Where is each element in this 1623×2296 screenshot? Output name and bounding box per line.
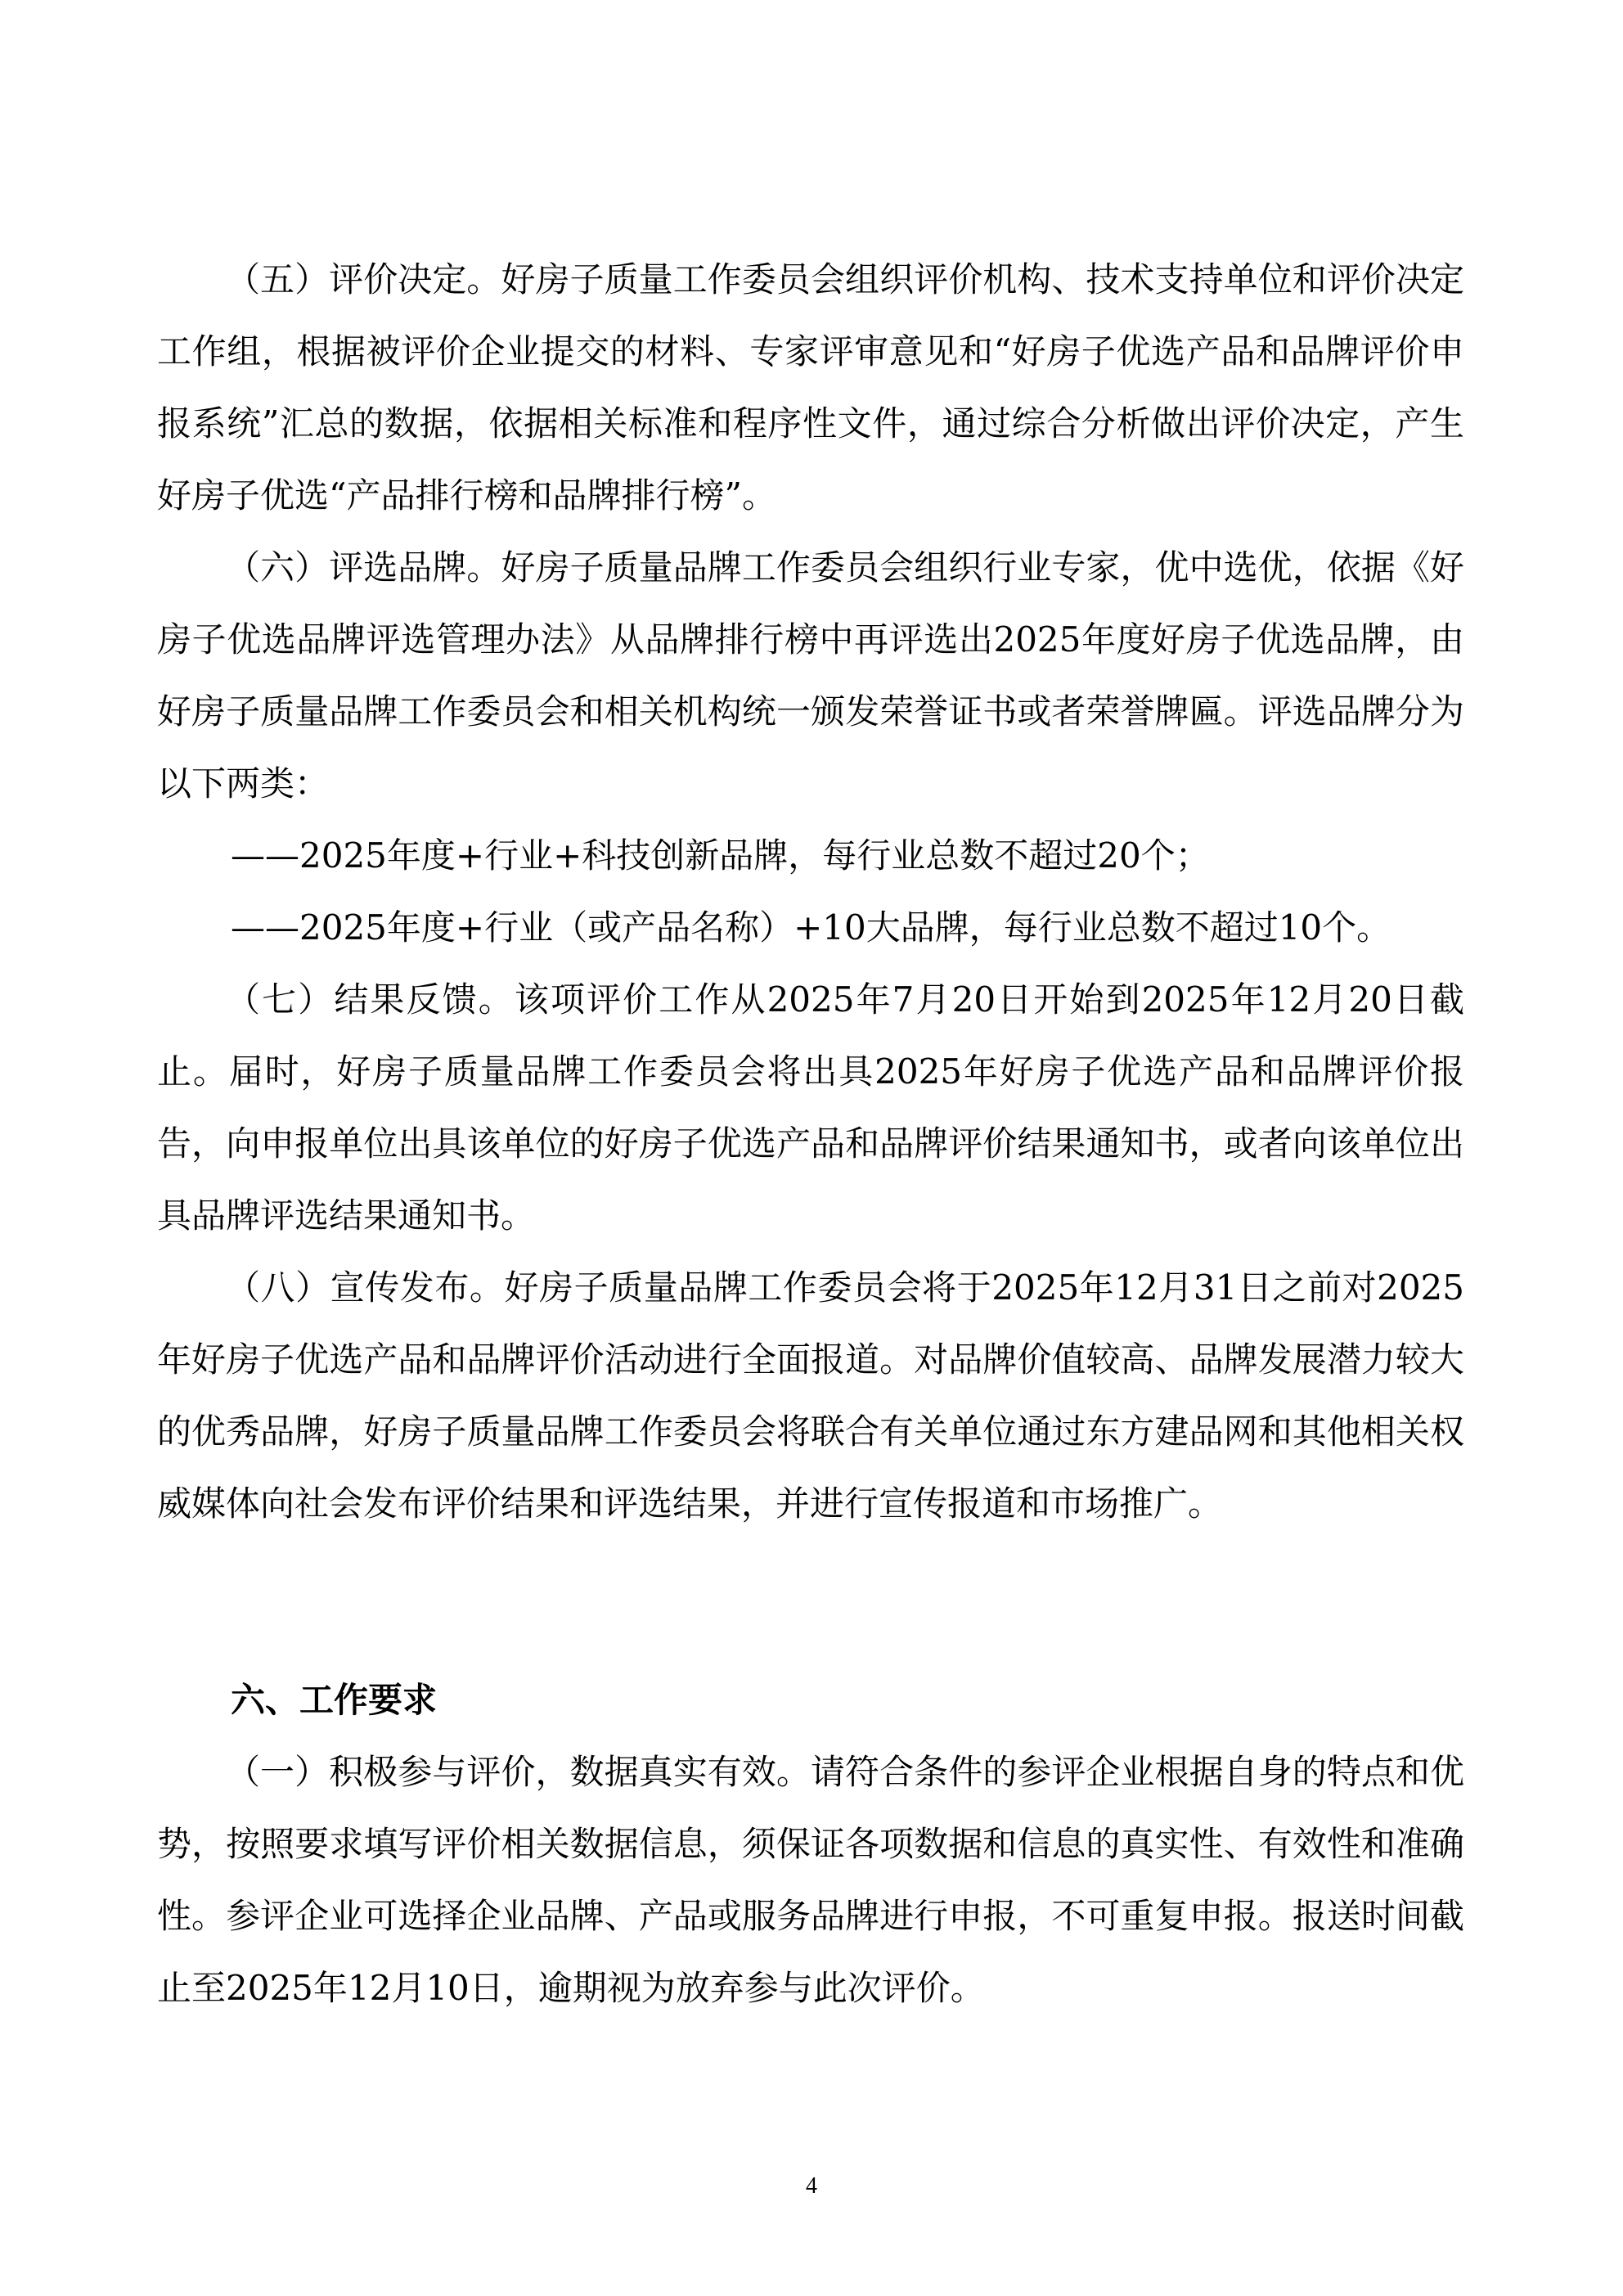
paragraph-result-feedback: （七）结果反馈。该项评价工作从2025年7月20日开始到2025年12月20日截止。届时，好房子质量品牌工作委员会将出具2025年好房子优选产品和品牌评价报告，向申报单位出具该单位的好房子优选产品和品牌评价结果通知书，或者向该单位出具品牌评选结果通知书。 (157, 979, 1464, 1236)
paragraph-publicity-release: （八）宣传发布。好房子质量品牌工作委员会将于2025年12月31日之前对2025年好房子优选产品和品牌评价活动进行全面报道。对品牌价值较高、品牌发展潜力较大的优秀品牌，好房子质量品牌工作委员会将联合有关单位通过东方建品网和其他相关权威媒体向社会发布评价结果和评选结果，并进行宣传报道和市场推广。 (157, 1267, 1464, 1524)
paragraph-evaluation-decision: （五）评价决定。好房子质量工作委员会组织评价机构、技术支持单位和评价决定工作组，根据被评价企业提交的材料、专家评审意见和“好房子优选产品和品牌评价申报系统”汇总的数据，依据相关标准和程序性文件，通过综合分析做出评价决定，产生好房子优选“产品排行榜和品牌排行榜”。 (157, 259, 1464, 515)
page-number: 4 (806, 2173, 817, 2199)
paragraph-active-participation: （一）积极参与评价，数据真实有效。请符合条件的参评企业根据自身的特点和优势，按照要求填写评价相关数据信息，须保证各项数据和信息的真实性、有效性和准确性。参评企业可选择企业品牌、产品或服务品牌进行申报，不可重复申报。报送时间截止至2025年12月10日，逾期视为放弃参与此次评价。 (157, 1752, 1464, 2008)
paragraph-brand-selection: （六）评选品牌。好房子质量品牌工作委员会组织行业专家，优中选优，依据《好房子优选品牌评选管理办法》从品牌排行榜中再评选出2025年度好房子优选品牌，由好房子质量品牌工作委员会和相关机构统一颁发荣誉证书或者荣誉牌匾。评选品牌分为以下两类： (157, 547, 1464, 804)
brand-category-top-ten: ——2025年度+行业（或产品名称）+10大品牌，每行业总数不超过10个。 (231, 907, 1391, 948)
page-body (157, 244, 1464, 2024)
section-heading-work-requirements: 六、工作要求 (231, 1680, 438, 1720)
brand-category-tech-innovation: ——2025年度+行业+科技创新品牌，每行业总数不超过20个； (231, 835, 1210, 876)
